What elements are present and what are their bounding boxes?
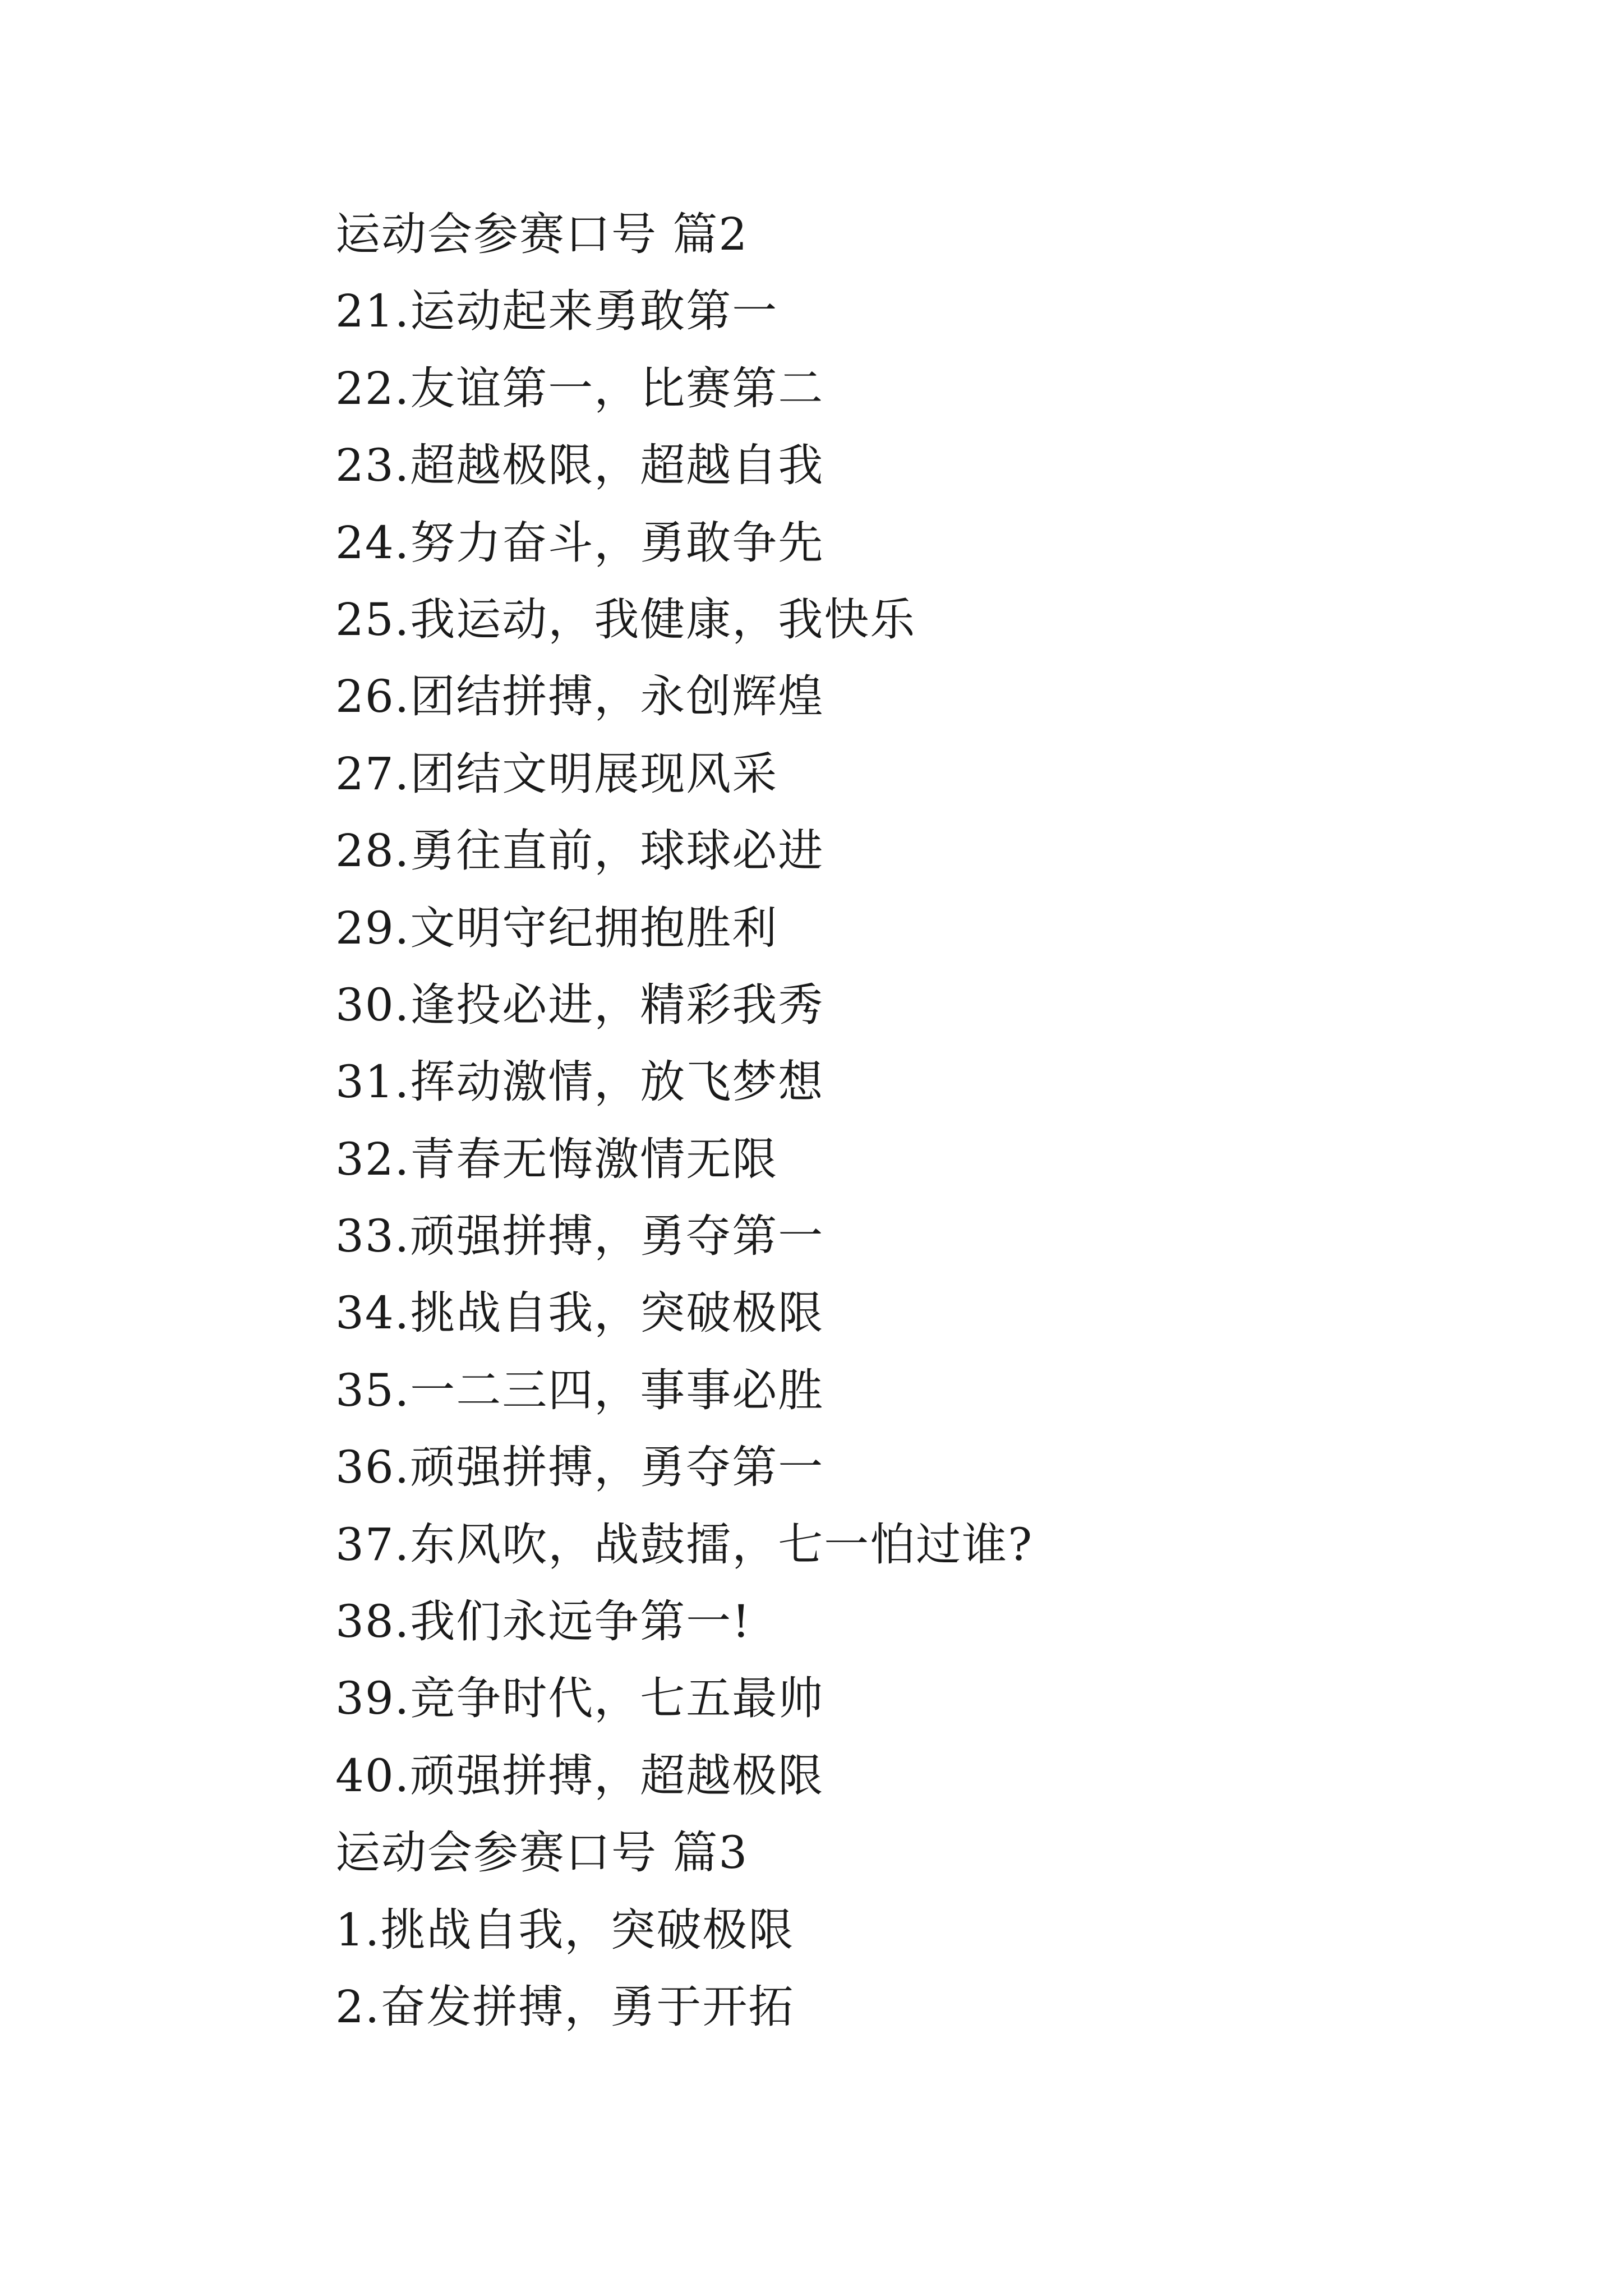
slogan-item: 30.逢投必进，精彩我秀 [335, 978, 824, 1031]
slogan-item: 26.团结拼搏，永创辉煌 [335, 670, 824, 723]
slogan-item: 28.勇往直前，球球必进 [335, 825, 824, 877]
slogan-item: 21.运动起来勇敢第一 [335, 285, 778, 338]
section-heading: 运动会参赛口号 篇2 [335, 208, 749, 260]
slogan-item: 23.超越极限，超越自我 [335, 439, 824, 492]
slogan-item: 24.努力奋斗，勇敢争先 [335, 516, 824, 569]
slogan-item: 32.青春无悔激情无限 [335, 1133, 778, 1185]
section-heading: 运动会参赛口号 篇3 [335, 1826, 749, 1879]
slogan-item: 39.竞争时代，七五最帅 [335, 1672, 824, 1725]
slogan-item: 38.我们永远争第一! [335, 1595, 751, 1648]
slogan-item: 35.一二三四，事事必胜 [335, 1364, 824, 1416]
slogan-item: 37.东风吹，战鼓擂，七一怕过谁? [335, 1518, 1034, 1571]
slogan-item: 40.顽强拼搏，超越极限 [335, 1749, 824, 1802]
slogan-item: 1.挑战自我，突破极限 [335, 1903, 795, 1956]
slogan-item: 29.文明守纪拥抱胜利 [335, 901, 778, 954]
slogan-item: 2.奋发拼搏，勇于开拓 [335, 1980, 795, 2033]
slogan-item: 34.挑战自我，突破极限 [335, 1287, 824, 1340]
slogan-item: 36.顽强拼搏，勇夺第一 [335, 1441, 824, 1494]
document-body [335, 208, 1513, 2062]
slogan-item: 25.我运动，我健康，我快乐 [335, 593, 916, 646]
slogan-item: 33.顽强拼搏，勇夺第一 [335, 1210, 824, 1263]
slogan-item: 22.友谊第一，比赛第二 [335, 362, 824, 415]
slogan-item: 27.团结文明展现风采 [335, 747, 778, 800]
slogan-item: 31.挥动激情，放飞梦想 [335, 1056, 824, 1108]
